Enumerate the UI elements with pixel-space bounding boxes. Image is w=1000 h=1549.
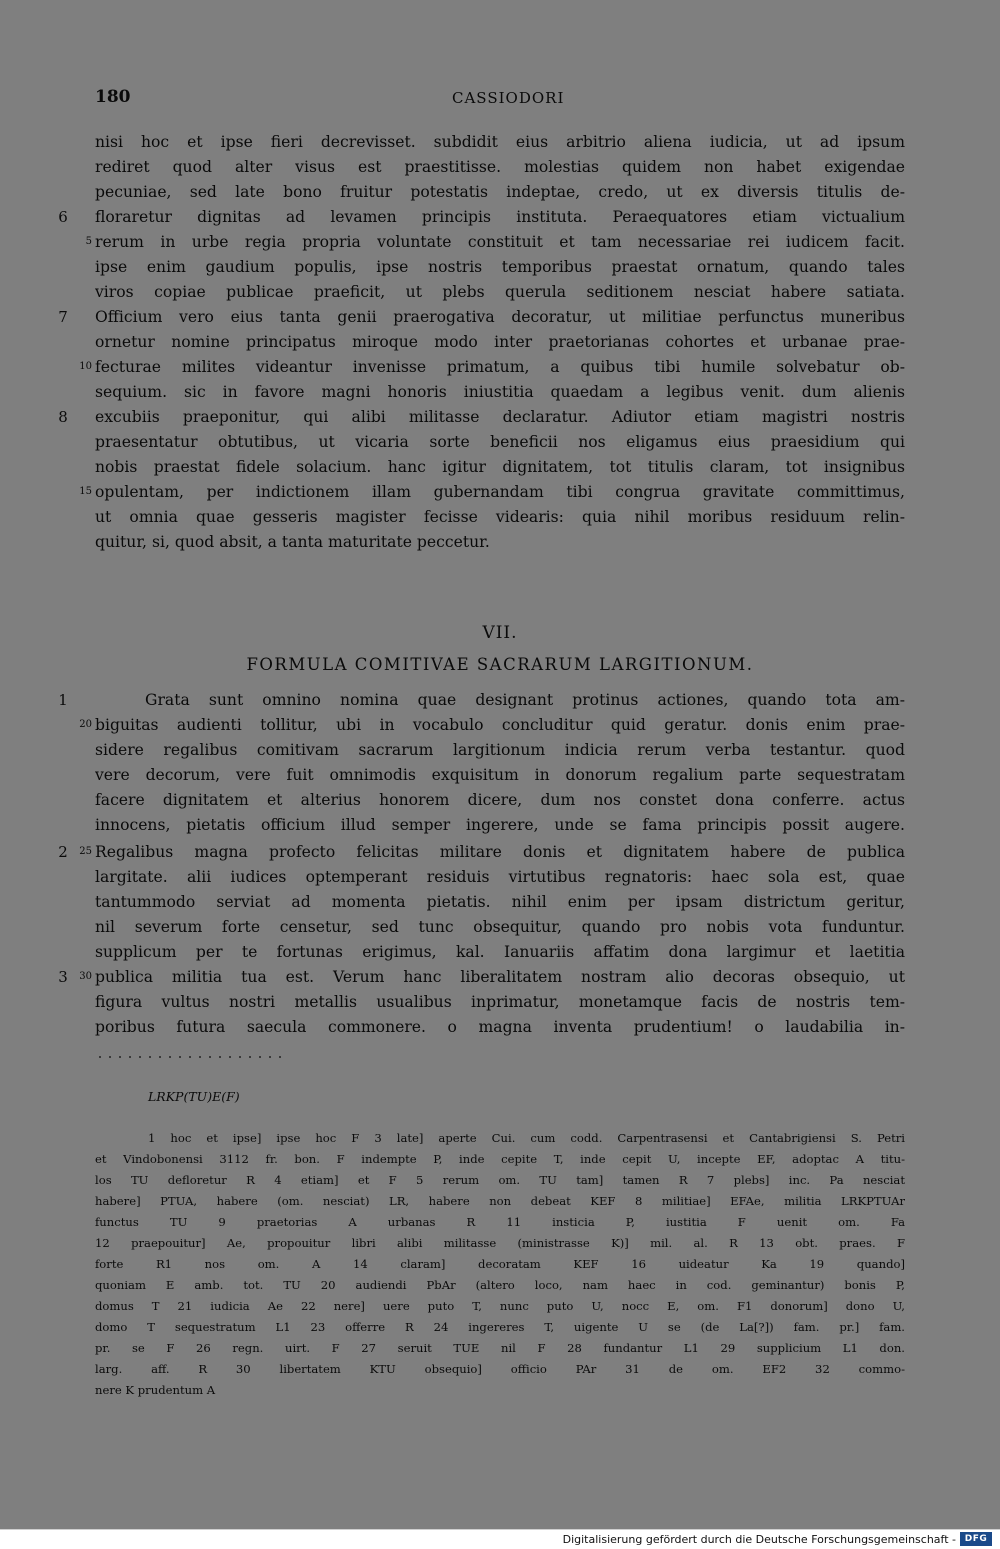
paragraph-number: 3 bbox=[58, 968, 68, 986]
line-number: 25 bbox=[79, 846, 92, 857]
paragraph-number: 6 bbox=[58, 208, 68, 226]
apparatus-line: 12 praepouitur] Ae, propouitur libri alibi militasse (ministrasse K)] mil. al. R 13 obt. praes. F bbox=[95, 1236, 905, 1250]
page-number: 180 bbox=[95, 87, 131, 107]
apparatus-line: 1 hoc et ipse] ipse hoc F 3 late] aperte Cui. cum codd. Carpentrasensi et Cantabrigiensi S. Petri bbox=[148, 1131, 905, 1145]
text-line: pecuniae, sed late bono fruitur potestatis indeptae, credo, ut ex diversis titulis de- bbox=[95, 183, 905, 201]
text-line: innocens, pietatis officium illud semper ingerere, unde se fama principis possit augere. bbox=[95, 816, 905, 834]
text-line: floraretur dignitas ad levamen principis instituta. Peraequatores etiam victualium bbox=[95, 208, 905, 226]
apparatus-line: quoniam E amb. tot. TU 20 audiendi PbAr (altero loco, nam haec in cod. geminantur) bonis P, bbox=[95, 1278, 905, 1292]
text-line: nobis praestat fidele solacium. hanc igitur dignitatem, tot titulis claram, tot insignibus bbox=[95, 458, 905, 476]
text-line: ornetur nomine principatus miroque modo inter praetorianas cohortes et urbanae prae- bbox=[95, 333, 905, 351]
apparatus-line: domus T 21 iudicia Ae 22 nere] uere puto T, nunc puto U, nocc E, om. F1 donorum] dono U, bbox=[95, 1299, 905, 1313]
apparatus-line: pr. se F 26 regn. uirt. F 27 seruit TUE nil F 28 fundantur L1 29 supplicium L1 don. bbox=[95, 1341, 905, 1355]
text-line: tantummodo serviat ad momenta pietatis. nihil enim per ipsam districtum geritur, bbox=[95, 893, 905, 911]
text-line: Grata sunt omnino nomina quae designant protinus actiones, quando tota am- bbox=[145, 691, 905, 709]
section-title: FORMULA COMITIVAE SACRARUM LARGITIONUM. bbox=[246, 655, 754, 674]
running-title: CASSIODORI bbox=[452, 89, 565, 107]
text-line: vere decorum, vere fuit omnimodis exquisitum in donorum regalium parte sequestratam bbox=[95, 766, 905, 784]
apparatus-line: nere K prudentum A bbox=[95, 1383, 216, 1397]
line-number: 30 bbox=[79, 971, 92, 982]
text-line: ipse enim gaudium populis, ipse nostris temporibus praestat ornatum, quando tales bbox=[95, 258, 905, 276]
dfg-logo[interactable]: DFG bbox=[960, 1532, 992, 1546]
funding-notice: Digitalisierung gefördert durch die Deutsche Forschungsgemeinschaft - bbox=[562, 1533, 956, 1546]
apparatus-line: domo T sequestratum L1 23 offerre R 24 ingereres T, uigente U se (de La[?]) fam. pr.] fam. bbox=[95, 1320, 905, 1334]
apparatus-line: forte R1 nos om. A 14 claram] decoratam KEF 16 uideatur Ka 19 quando] bbox=[95, 1257, 905, 1271]
dotted-rule bbox=[95, 1056, 285, 1058]
text-line: supplicum per te fortunas erigimus, kal. Ianuariis affatim dona largimur et laetitia bbox=[95, 943, 905, 961]
text-line: opulentam, per indictionem illam gubernandam tibi congrua gravitate committimus, bbox=[95, 483, 905, 501]
text-line: figura vultus nostri metallis usualibus inprimatur, monetamque facis de nostris tem- bbox=[95, 993, 905, 1011]
text-line: sidere regalibus comitivam sacrarum largitionum indicia rerum verba testantur. quod bbox=[95, 741, 905, 759]
paragraph-number: 1 bbox=[58, 691, 68, 709]
text-line: fecturae milites videantur invenisse primatum, a quibus tibi humile solvebatur ob- bbox=[95, 358, 905, 376]
paragraph-number: 7 bbox=[58, 308, 68, 326]
apparatus-line: et Vindobonensi 3112 fr. bon. F indempte P, inde cepite T, inde cepit U, incepte EF, adoptac A titu- bbox=[95, 1152, 905, 1166]
apparatus-line: larg. aff. R 30 libertatem KTU obsequio] officio PAr 31 de om. EF2 32 commo- bbox=[95, 1362, 905, 1376]
text-line: poribus futura saecula commonere. o magna inventa prudentium! o laudabilia in- bbox=[95, 1018, 905, 1036]
paragraph-number: 2 bbox=[58, 843, 68, 861]
text-line: biguitas audienti tollitur, ubi in vocabulo concluditur quid geratur. donis enim prae- bbox=[95, 716, 905, 734]
line-number: 20 bbox=[79, 719, 92, 730]
apparatus-line: functus TU 9 praetorias A urbanas R 11 insticia P, iustitia F uenit om. Fa bbox=[95, 1215, 905, 1229]
digitization-footer bbox=[0, 1529, 1000, 1549]
line-number: 10 bbox=[79, 361, 92, 372]
text-line: ut omnia quae gesseris magister fecisse videaris: quia nihil moribus residuum relin- bbox=[95, 508, 905, 526]
apparatus-line: los TU defloretur R 4 etiam] et F 5 rerum om. TU tam] tamen R 7 plebs] inc. Pa nesciat bbox=[95, 1173, 905, 1187]
section-number: VII. bbox=[482, 623, 518, 643]
text-line: excubiis praeponitur, qui alibi militasse declaratur. Adiutor etiam magistri nostris bbox=[95, 408, 905, 426]
text-line: facere dignitatem et alterius honorem dicere, dum nos constet dona conferre. actus bbox=[95, 791, 905, 809]
text-line: Regalibus magna profecto felicitas militare donis et dignitatem habere de publica bbox=[95, 843, 905, 861]
apparatus-sigla: LRKP(TU)E(F) bbox=[148, 1089, 240, 1104]
text-line: publica militia tua est. Verum hanc liberalitatem nostram alio decoras obsequio, ut bbox=[95, 968, 905, 986]
text-line: largitate. alii iudices optemperant residuis virtutibus regnatoris: haec sola est, quae bbox=[95, 868, 905, 886]
text-line: rediret quod alter visus est praestitisse. molestias quidem non habet exigendae bbox=[95, 158, 905, 176]
text-line: quitur, si, quod absit, a tanta maturitate peccetur. bbox=[95, 533, 490, 551]
text-line: Officium vero eius tanta genii praerogativa decoratur, ut militiae perfunctus muneribus bbox=[95, 308, 905, 326]
apparatus-line: habere] PTUA, habere (om. nesciat) LR, habere non debeat KEF 8 militiae] EFAe, militia LRKPTUAr bbox=[95, 1194, 905, 1208]
text-line: rerum in urbe regia propria voluntate constituit et tam necessariae rei iudicem facit. bbox=[95, 233, 905, 251]
text-line: nisi hoc et ipse fieri decrevisset. subdidit eius arbitrio aliena iudicia, ut ad ipsum bbox=[95, 133, 905, 151]
text-line: nil severum forte censetur, sed tunc obsequitur, quando pro nobis vota funduntur. bbox=[95, 918, 905, 936]
paragraph-number: 8 bbox=[58, 408, 68, 426]
text-line: praesentatur obtutibus, ut vicaria sorte beneficii nos eligamus eius praesidium qui bbox=[95, 433, 905, 451]
text-line: viros copiae publicae praeficit, ut plebs querula seditionem nesciat habere satiata. bbox=[95, 283, 905, 301]
text-line: sequium. sic in favore magni honoris iniustitia quaedam a legibus venit. dum alienis bbox=[95, 383, 905, 401]
line-number: 5 bbox=[85, 236, 92, 247]
line-number: 15 bbox=[79, 486, 92, 497]
